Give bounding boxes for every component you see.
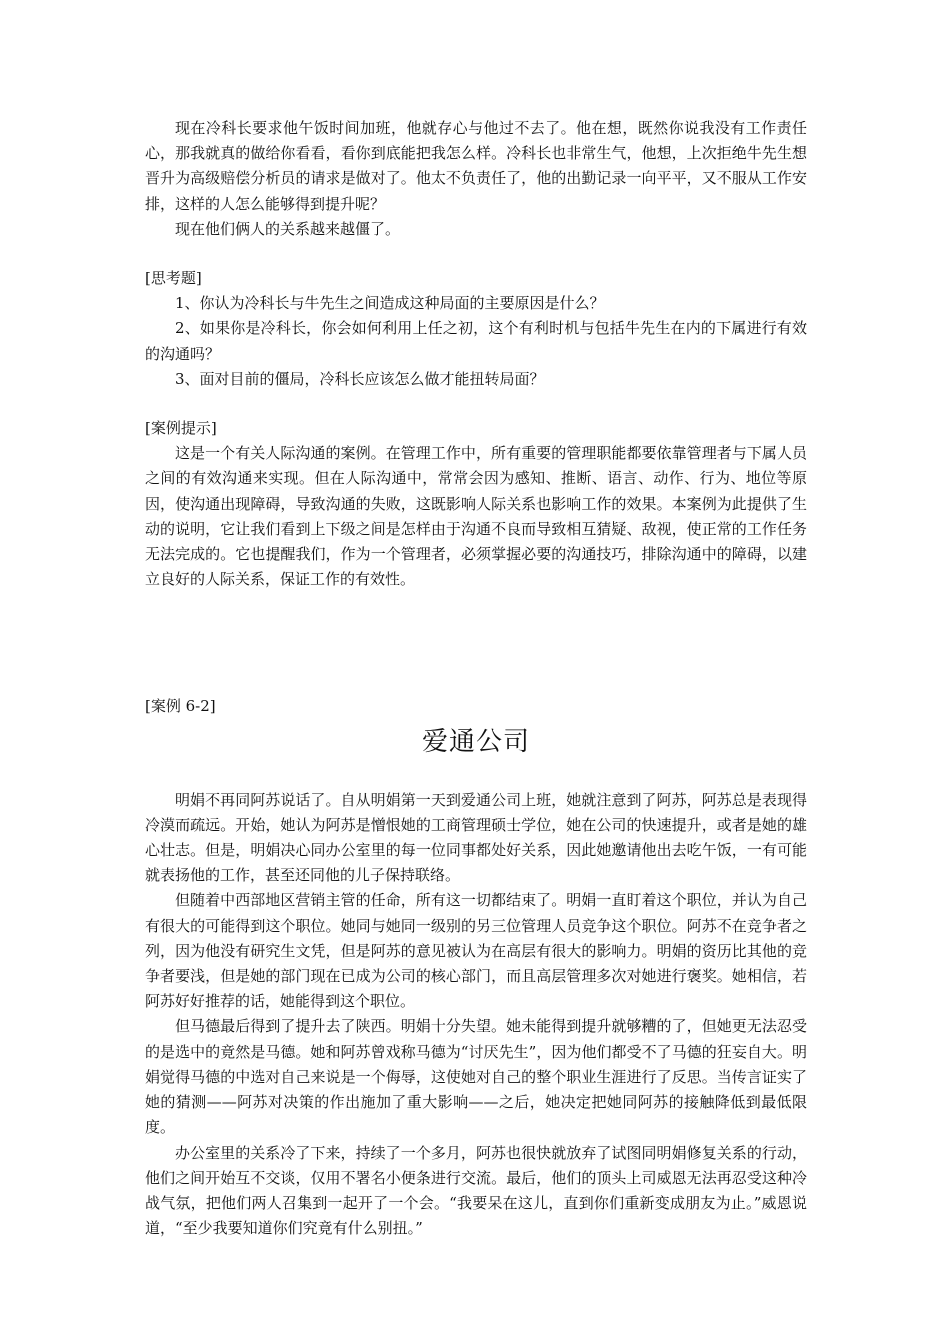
intro-paragraph: 现在冷科长要求他午饭时间加班，他就存心与他过不去了。他在想，既然你说我没有工作责任心，那我就真的做给你看看，看你到底能把我怎么样。冷科长也非常生气，他想，上次拒绝牛先生想晋升为高级赔偿分析员的请求是做对了。他太不负责任了，他的出勤记录一向平平，又不服从工作安排，这样的人怎么能够得到提升呢？ [145,119,807,213]
spacer [145,242,807,266]
questions-label: [思考题] [145,269,202,288]
document-page [145,116,807,1241]
spacer [145,592,807,694]
case-label: [案例 6-2] [145,697,216,716]
case-paragraph: 办公室里的关系冷了下来，持续了一个多月，阿苏也很快就放弃了试图同明娟修复关系的行动，他们之间开始互不交谈，仅用不署名小便条进行交流。最后，他们的顶头上司威恩无法再忍受这种冷战气氛，把他们两人召集到一起开了一个会。“我要呆在这儿，直到你们重新变成朋友为止。”威恩说道，“至少我要知道你们究竟有什么别扭。” [145,1143,807,1238]
intro-paragraph: 现在他们俩人的关系越来越僵了。 [175,219,401,238]
case-paragraph: 但随着中西部地区营销主管的任命，所有这一切都结束了。明娟一直盯着这个职位，并认为自己有很大的可能得到这个职位。她同与她同一级别的另三位管理人员竞争这个职位。阿苏不在竞争者之列，因为他没有研究生文凭，但是阿苏的意见被认为在高层有很大的影响力。明娟的资历比其他的竞争者要浅，但是她的部门现在已成为公司的核心部门，而且高层管理多次对她进行褒奖。她相信，若阿苏好好推荐的话，她能得到这个职位。 [145,891,807,1011]
hint-label: [案例提示] [145,419,217,438]
question-item: 2、如果你是冷科长，你会如何利用上任之初，这个有利时机与包括牛先生在内的下属进行有效的沟通吗？ [145,319,807,363]
hint-paragraph: 这是一个有关人际沟通的案例。在管理工作中，所有重要的管理职能都要依靠管理者与下属人员之间的有效沟通来实现。但在人际沟通中，常常会因为感知、推断、语言、动作、行为、地位等原因，使沟通出现障碍，导致沟通的失败，这既影响人际关系也影响工作的效果。本案例为此提供了生动的说明，它让我们看到上下级之间是怎样由于沟通不良而导致相互猜疑、敌视，使正常的工作任务无法完成的。它也提醒我们，作为一个管理者，必须掌握必要的沟通技巧，排除沟通中的障碍，以建立良好的人际关系，保证工作的有效性。 [145,444,807,589]
question-item: 1、你认为冷科长与牛先生之间造成这种局面的主要原因是什么？ [175,294,605,313]
case-paragraph: 明娟不再同阿苏说话了。自从明娟第一天到爱通公司上班，她就注意到了阿苏，阿苏总是表现得冷漠而疏远。开始，她认为阿苏是憎恨她的工商管理硕士学位，她在公司的快速提升，或者是她的雄心壮志。但是，明娟决心同办公室里的每一位同事都处好关系，因此她邀请他出去吃午饭，一有可能就表扬他的工作，甚至还同他的儿子保持联络。 [145,790,807,885]
question-item: 3、面对目前的僵局，冷科长应该怎么做才能扭转局面？ [175,369,545,388]
case-paragraph: 但马德最后得到了提升去了陕西。明娟十分失望。她未能得到提升就够糟的了，但她更无法忍受的是选中的竟然是马德。她和阿苏曾戏称马德为“讨厌先生”，因为他们都受不了马德的狂妄自大。明娟觉得马德的中选对自己来说是一个侮辱，这使她对自己的整个职业生涯进行了反思。当传言证实了她的猜测——阿苏对决策的作出施加了重大影响——之后，她决定把她同阿苏的接触降低到最低限度。 [145,1017,807,1137]
case-title: 爱通公司 [421,726,530,757]
spacer [145,392,807,416]
